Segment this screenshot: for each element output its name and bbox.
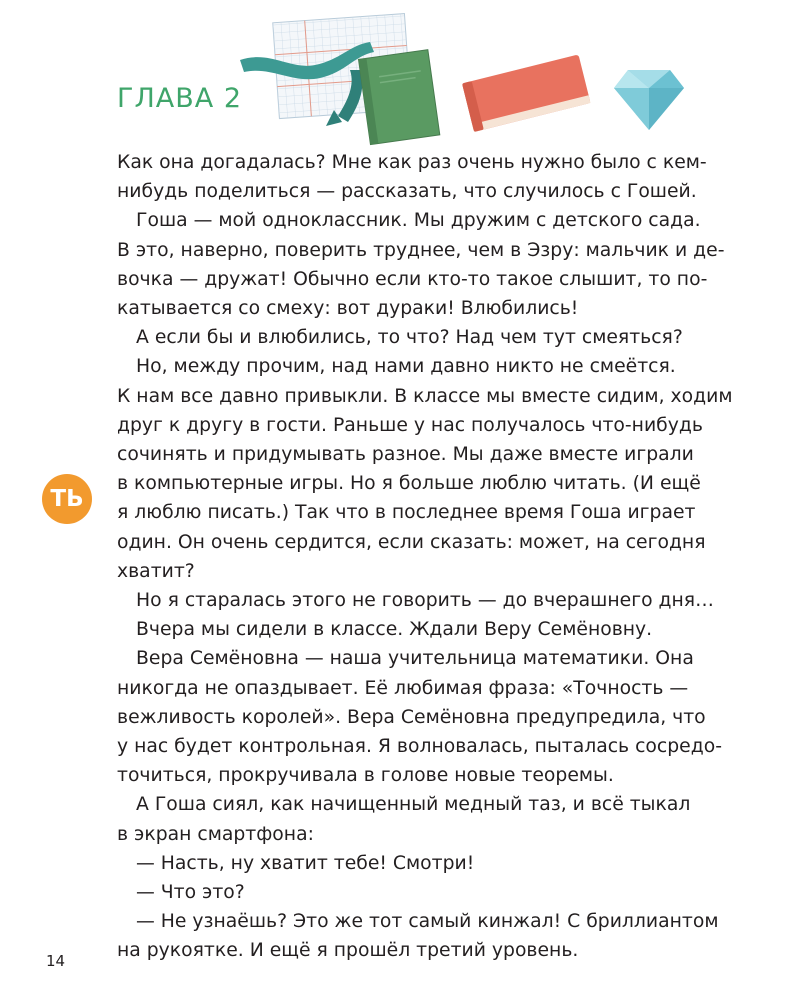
red-book-icon xyxy=(452,46,602,138)
page-number: 14 xyxy=(46,952,66,970)
text-line: Вчера мы сидели в классе. Ждали Веру Семёновну. xyxy=(136,619,653,641)
text-line: А если бы и влюбились, то что? Над чем тут смеяться? xyxy=(136,327,683,349)
text-line: катывается со смеху: вот дураки! Влюбились! xyxy=(117,298,579,320)
text-line: нибудь поделиться — рассказать, что случилось с Гошей. xyxy=(117,181,697,203)
section-tab-badge xyxy=(42,474,92,524)
text-line: Но я старалась этого не говорить — до вчерашнего дня… xyxy=(136,590,714,612)
text-line: на рукоятке. И ещё я прошёл третий уровень. xyxy=(117,940,579,962)
text-line: вежливость королей». Вера Семёновна предупредила, что xyxy=(117,706,706,728)
text-line: в экран смартфона: xyxy=(117,823,314,845)
text-line: друг к другу в гости. Раньше у нас получалось что-нибудь xyxy=(117,414,703,436)
text-line: хватит? xyxy=(117,560,195,582)
section-tab-label: ТЬ xyxy=(50,485,84,512)
body-text xyxy=(117,148,733,966)
text-line: — Что это? xyxy=(136,882,245,904)
text-line: Гоша — мой одноклассник. Мы дружим с детского сада. xyxy=(136,210,701,232)
text-line: Вера Семёновна — наша учительница математики. Она xyxy=(136,648,694,670)
text-line: у нас будет контрольная. Я волновалась, пыталась сосредо- xyxy=(117,736,722,758)
text-line: вочка — дружат! Обычно если кто-то такое слышит, то по- xyxy=(117,268,708,290)
text-line: Но, между прочим, над нами давно никто не смеётся. xyxy=(136,356,676,378)
text-line: никогда не опаздывает. Её любимая фраза: «Точность — xyxy=(117,677,689,699)
chapter-illustrations xyxy=(230,8,700,148)
text-line: — Насть, ну хватит тебе! Смотри! xyxy=(136,852,475,874)
text-line: А Гоша сиял, как начищенный медный таз, и всё тыкал xyxy=(136,794,691,816)
text-line: точиться, прокручивала в голове новые теоремы. xyxy=(117,765,614,787)
text-line: я люблю писать.) Так что в последнее время Гоша играет xyxy=(117,502,696,524)
text-line: сочинять и придумывать разное. Мы даже вместе играли xyxy=(117,444,694,466)
text-line: В это, наверно, поверить труднее, чем в Эзру: мальчик и де- xyxy=(117,239,725,261)
text-line: Как она догадалась? Мне как раз очень нужно было с кем- xyxy=(117,152,707,173)
diamond-icon xyxy=(612,64,686,134)
chapter-title: ГЛАВА 2 xyxy=(117,83,242,114)
text-line: — Не узнаёшь? Это же тот самый кинжал! С бриллиантом xyxy=(136,911,719,933)
text-line: К нам все давно привыкли. В классе мы вместе сидим, ходим xyxy=(117,385,733,407)
green-notebook-icon xyxy=(352,46,448,146)
text-line: один. Он очень сердится, если сказать: может, на сегодня xyxy=(117,531,706,553)
text-line: в компьютерные игры. Но я больше люблю читать. (И ещё xyxy=(117,473,701,495)
